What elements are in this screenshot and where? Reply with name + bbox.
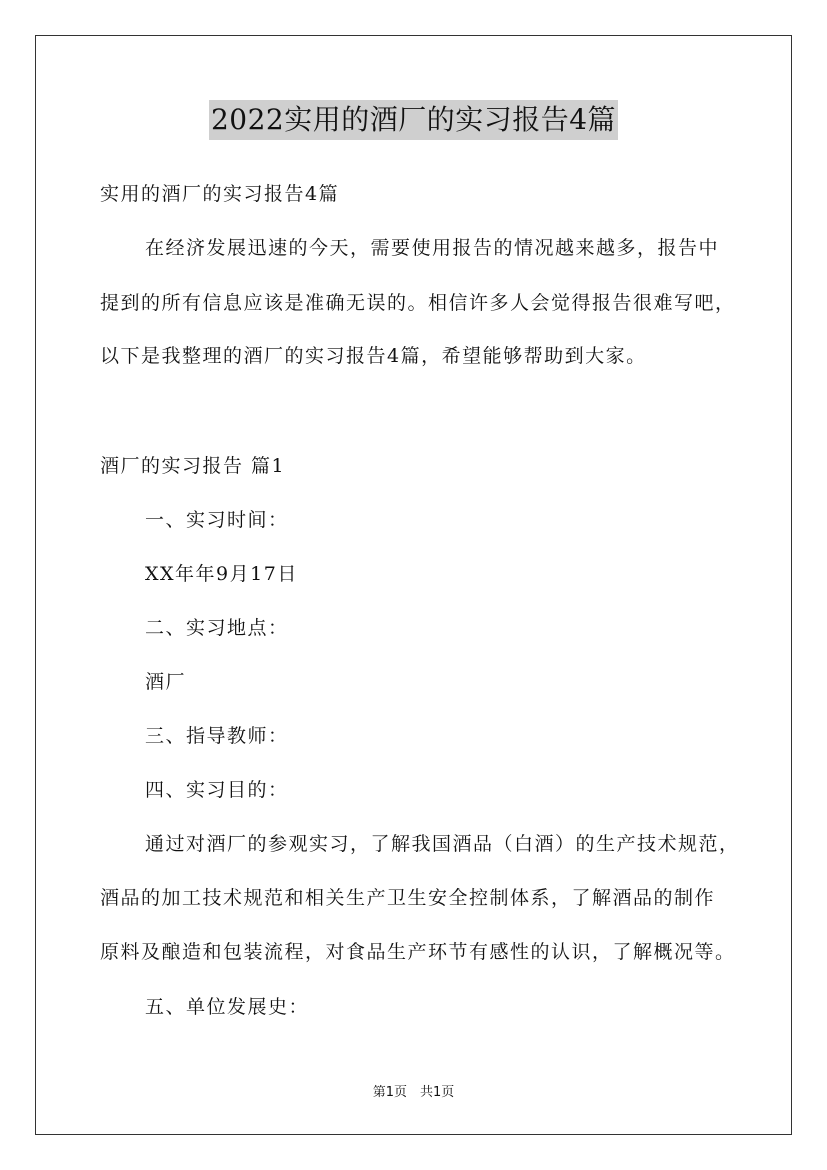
title-container bbox=[0, 100, 827, 140]
intro-line-1: 在经济发展迅速的今天，需要使用报告的情况越来越多，报告中 bbox=[145, 237, 720, 259]
section-heading: 酒厂的实习报告 篇1 bbox=[100, 455, 286, 477]
item-internship-place-label: 二、实习地点： bbox=[145, 617, 289, 639]
item-internship-time-value: XX年年9月17日 bbox=[145, 563, 298, 585]
purpose-line-3: 原料及酿造和包装流程，对食品生产环节有感性的认识，了解概况等。 bbox=[100, 941, 736, 963]
intro-line-2: 提到的所有信息应该是准确无误的。相信许多人会觉得报告很难写吧， bbox=[100, 292, 736, 314]
document-title: 2022实用的酒厂的实习报告4篇 bbox=[209, 100, 618, 140]
item-history-label: 五、单位发展史： bbox=[145, 996, 310, 1018]
item-internship-place-value: 酒厂 bbox=[145, 671, 187, 693]
intro-line-3: 以下是我整理的酒厂的实习报告4篇，希望能够帮助到大家。 bbox=[100, 345, 647, 367]
document-subtitle: 实用的酒厂的实习报告4篇 bbox=[100, 183, 340, 205]
item-internship-time-label: 一、实习时间： bbox=[145, 509, 289, 531]
purpose-line-2: 酒品的加工技术规范和相关生产卫生安全控制体系，了解酒品的制作 bbox=[100, 887, 716, 909]
page-footer: 第1页 共1页 bbox=[372, 1085, 455, 1100]
item-purpose-label: 四、实习目的： bbox=[145, 779, 289, 801]
purpose-line-1: 通过对酒厂的参观实习，了解我国酒品（白酒）的生产技术规范， bbox=[145, 833, 740, 855]
item-instructor-label: 三、指导教师： bbox=[145, 725, 289, 747]
